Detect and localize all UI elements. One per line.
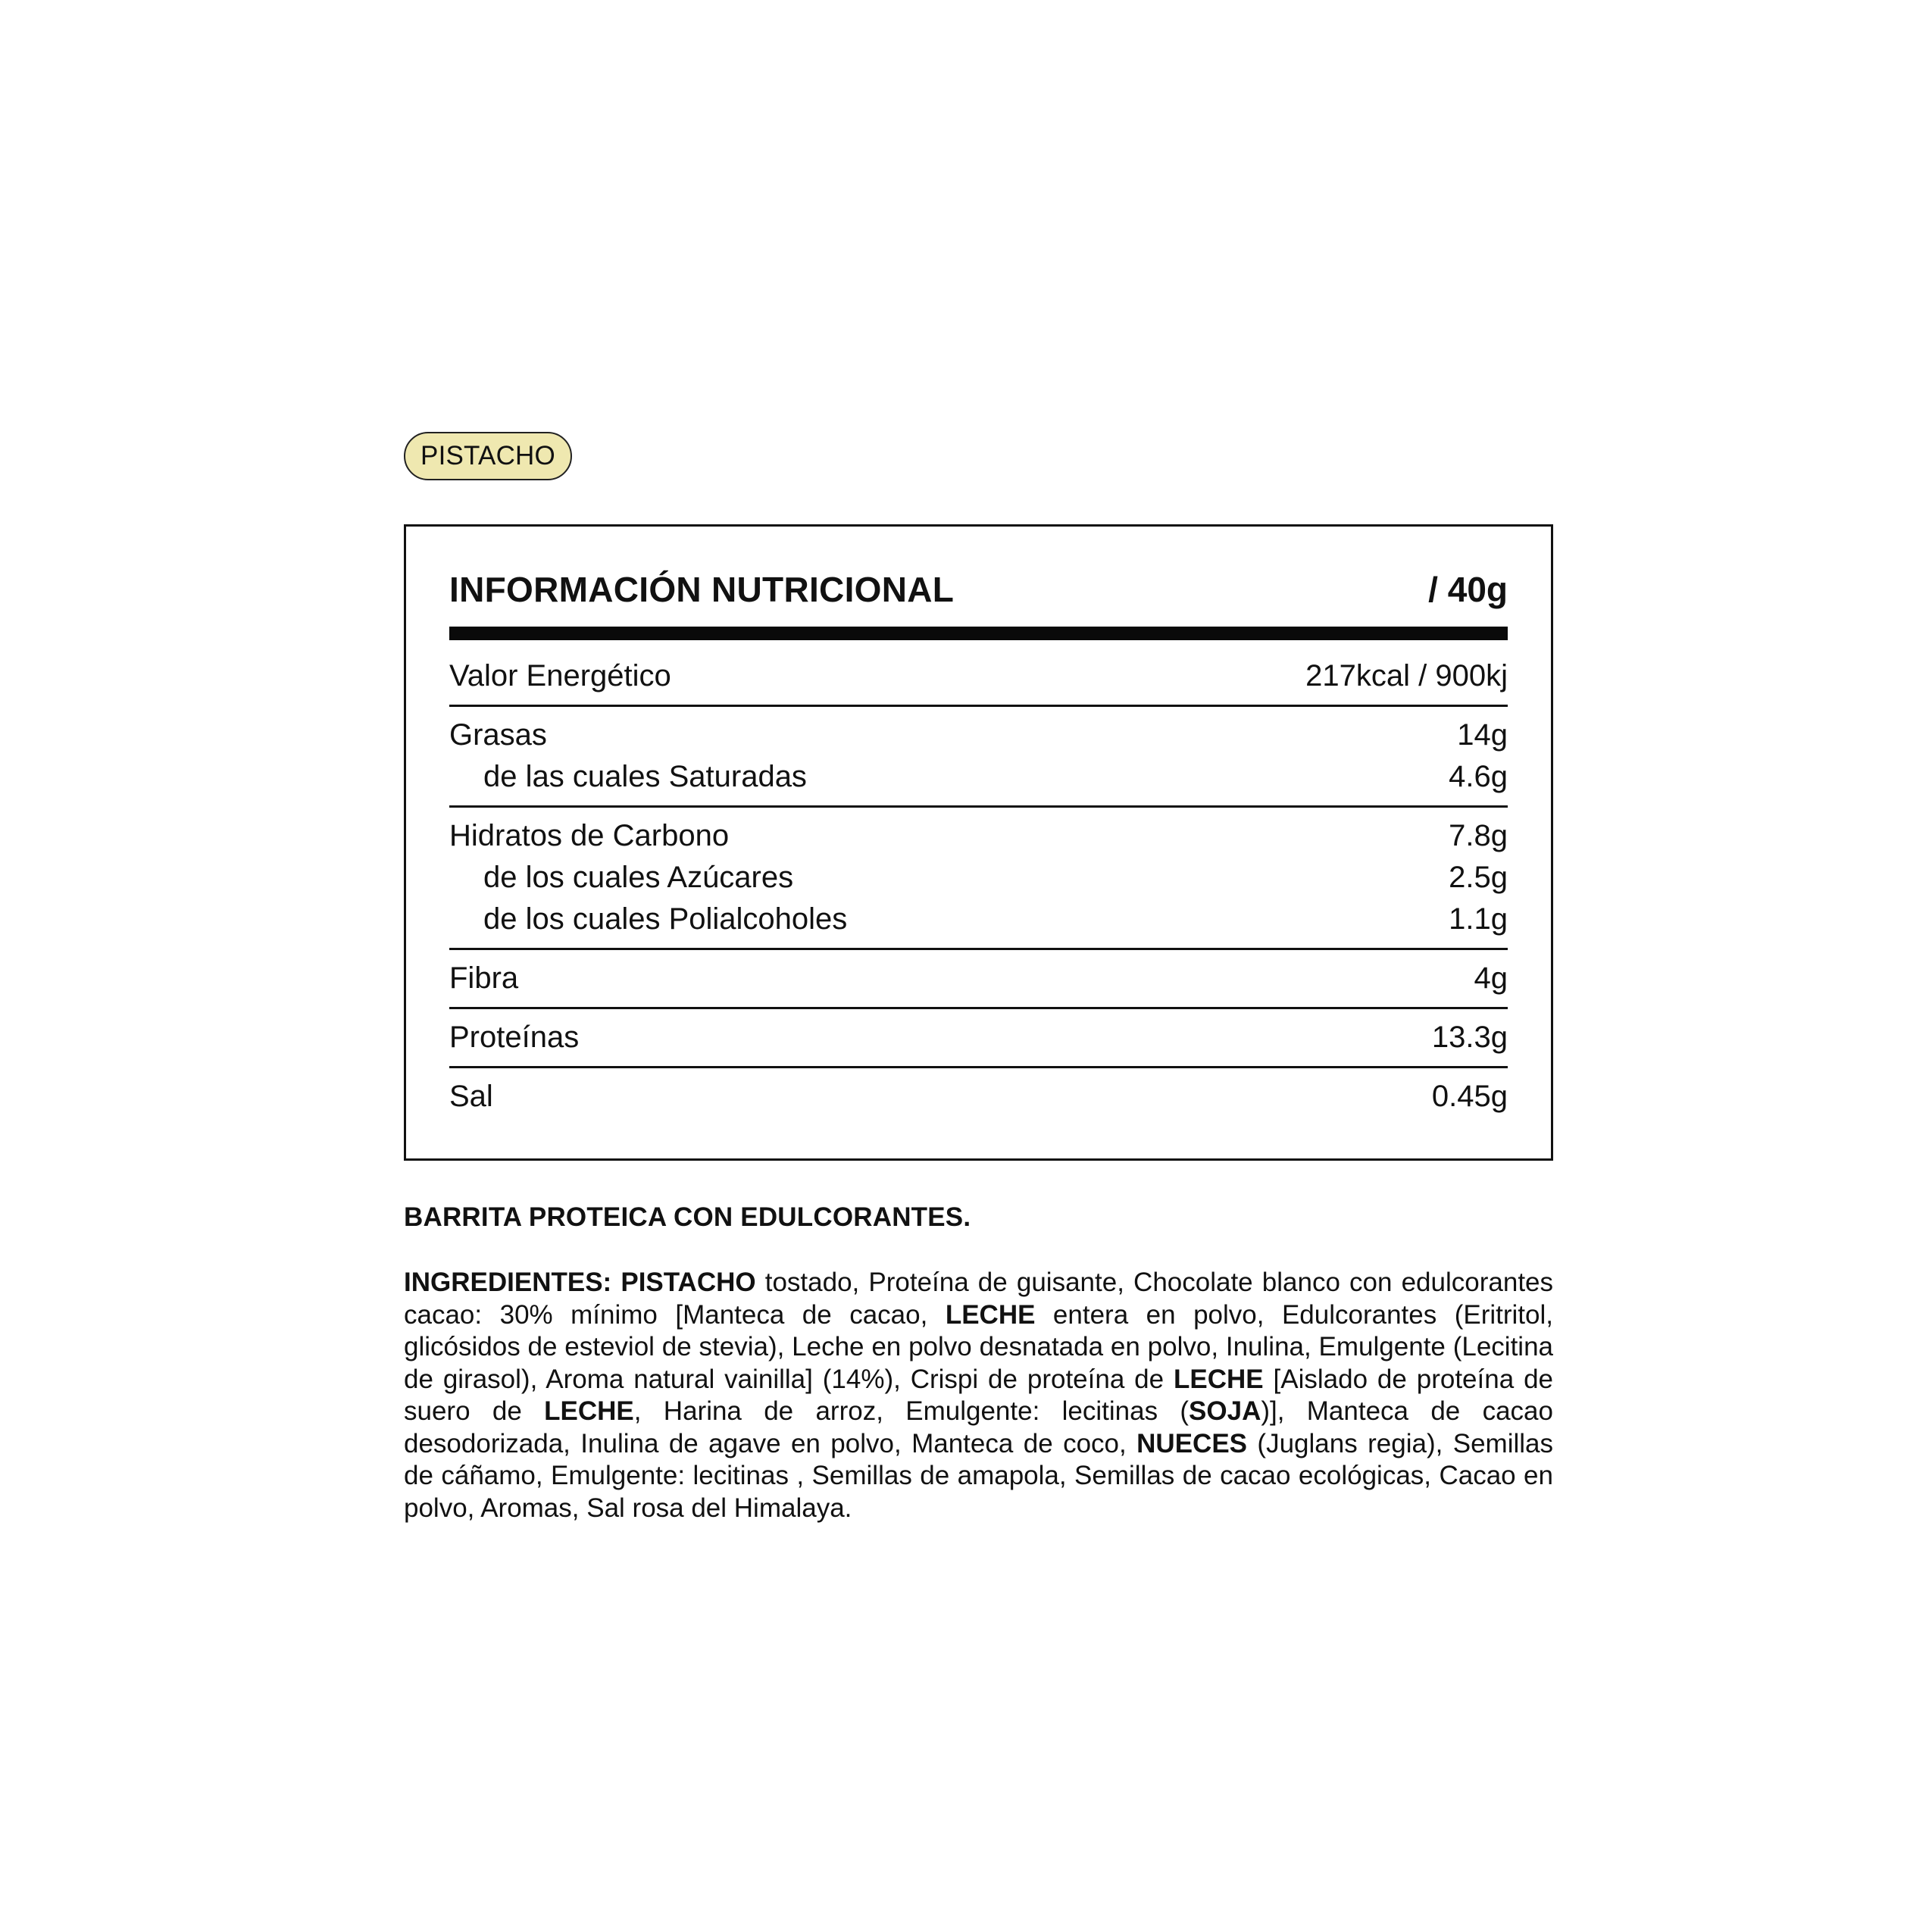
nutrient-value: 4.6g	[1449, 760, 1508, 793]
nutrient-label: Grasas	[449, 718, 547, 752]
nutrient-value: 2.5g	[1449, 861, 1508, 894]
nutrient-value: 4g	[1474, 961, 1508, 995]
flavor-badge	[404, 432, 572, 480]
nutrient-value: 0.45g	[1431, 1080, 1508, 1113]
nutrient-value: 7.8g	[1449, 819, 1508, 852]
ingredient-segment: (Juglans regia), Semillas de cáñamo, Emulgente: lecitinas , Semillas de amapola, Semillas de cacao ecológicas, Cacao en polvo, Aromas, Sal rosa del Himalaya.	[404, 1428, 1553, 1523]
nutrient-value: 14g	[1457, 718, 1508, 752]
allergen-highlight: LECHE	[544, 1396, 634, 1426]
ingredients-heading: INGREDIENTES:	[404, 1268, 612, 1297]
nutrition-rows	[449, 648, 1508, 1125]
ingredients-text	[404, 1267, 1553, 1524]
ingredient-segment: [Aislado de proteína de suero de	[404, 1364, 1553, 1426]
ingredient-segment: entera en polvo, Edulcorantes (Eritritol, glicósidos de esteviol de stevia), Leche en polvo desnatada en polvo, Inulina, Emulgente (Lecitina de girasol), Aroma natural vainilla] (14%), Crispi de proteína de	[404, 1299, 1553, 1394]
nutrition-group	[449, 1009, 1508, 1068]
ingredient-segment: )], Manteca de cacao desodorizada, Inulina de agave en polvo, Manteca de coco,	[404, 1396, 1553, 1458]
nutrition-group	[449, 707, 1508, 808]
nutrition-group	[449, 950, 1508, 1009]
header-divider	[449, 627, 1508, 640]
allergen-highlight: LECHE	[945, 1299, 1036, 1330]
nutrition-row	[449, 655, 1508, 697]
nutrition-row	[449, 899, 1508, 940]
serving-size: / 40g	[1428, 570, 1508, 609]
nutrient-value: 217kcal / 900kj	[1305, 659, 1508, 692]
nutrition-header	[449, 557, 1508, 610]
allergen-highlight: PISTACHO	[621, 1268, 756, 1297]
nutrition-row	[449, 857, 1508, 899]
product-description: BARRITA PROTEICA CON EDULCORANTES.	[404, 1202, 971, 1232]
nutrition-row	[449, 1017, 1508, 1058]
nutrition-row	[449, 815, 1508, 857]
nutrition-row	[449, 1076, 1508, 1118]
nutrient-value: 1.1g	[1449, 902, 1508, 936]
nutrient-label: Proteínas	[449, 1021, 580, 1054]
flavor-badge-label: PISTACHO	[420, 441, 555, 470]
nutrition-group	[449, 808, 1508, 950]
nutrition-group	[449, 1068, 1508, 1125]
nutrition-facts-table	[404, 524, 1553, 1161]
allergen-highlight: NUECES	[1136, 1428, 1248, 1458]
nutrient-label: Hidratos de Carbono	[449, 819, 730, 852]
nutrition-title: INFORMACIÓN NUTRICIONAL	[449, 570, 955, 609]
nutrient-label: de las cuales Saturadas	[483, 760, 807, 793]
allergen-highlight: LECHE	[1174, 1364, 1264, 1394]
nutrient-label: de los cuales Polialcoholes	[483, 902, 848, 936]
nutrient-label: de los cuales Azúcares	[483, 861, 794, 894]
ingredient-segment: tostado, Proteína de guisante, Chocolate blanco con edulcorantes cacao: 30% mínimo [Manteca de cacao,	[404, 1268, 1554, 1330]
nutrient-label: Sal	[449, 1080, 493, 1113]
ingredient-segment: , Harina de arroz, Emulgente: lecitinas (	[633, 1396, 1190, 1426]
nutrition-row	[449, 714, 1508, 756]
nutrition-group	[449, 648, 1508, 707]
nutrient-value: 13.3g	[1431, 1021, 1508, 1054]
nutrient-label: Valor Energético	[449, 659, 671, 692]
allergen-highlight: SOJA	[1189, 1396, 1261, 1426]
nutrition-row	[449, 958, 1508, 999]
nutrition-row	[449, 756, 1508, 798]
nutrient-label: Fibra	[449, 961, 519, 995]
